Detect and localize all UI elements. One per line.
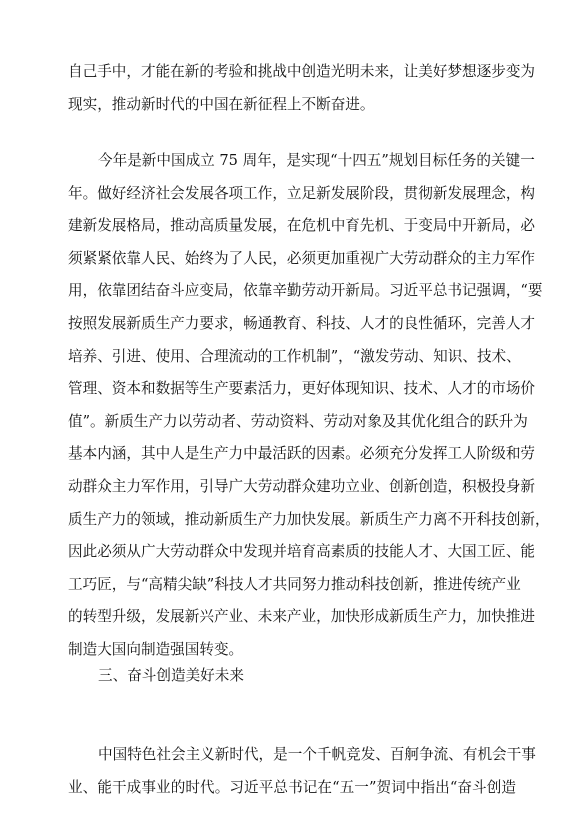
paragraph-line: 管理、资本和数据等生产要素活力，更好体现知识、技术、人才的市场价 — [68, 380, 536, 398]
paragraph-line: 须紧紧依靠人民、始终为了人民，必须更加重视广大劳动群众的主力军作 — [68, 249, 536, 267]
paragraph-line: 值”。新质生产力以劳动者、劳动资料、劳动对象及其优化组合的跃升为 — [68, 412, 528, 430]
paragraph-line: 培养、引进、使用、合理流动的工作机制”，“激发劳动、知识、技术、 — [68, 347, 521, 365]
paragraph-line: 的转型升级，发展新兴产业、未来产业，加快形成新质生产力，加快推进 — [68, 608, 536, 626]
paragraph-line: 工巧匠，与“高精尖缺”科技人才共同努力推动科技创新，推进传统产业 — [68, 575, 521, 593]
paragraph-line: 动群众主力军作用，引导广大劳动群众建功立业、创新创造，积极投身新 — [68, 477, 536, 495]
paragraph-line: 制造大国向制造强国转变。 — [68, 640, 244, 658]
paragraph-line: 用，依靠团结奋斗应变局，依靠辛勤劳动开新局。习近平总书记强调，“要 — [68, 282, 543, 300]
paragraph-line: 按照发展新质生产力要求，畅通教育、科技、人才的良性循环，完善人才 — [68, 314, 536, 332]
section-heading: 三、奋斗创造美好未来 — [98, 667, 244, 684]
paragraph-3 — [68, 739, 536, 804]
paragraph-line: 建新发展格局，推动高质量发展，在危机中育先机、于变局中开新局，必 — [68, 217, 536, 235]
paragraph-line: 自己手中，才能在新的考验和挑战中创造光明未来，让美好梦想逐步变为 — [68, 63, 536, 80]
paragraph-line: 因此必须从广大劳动群众中发现并培育高素质的技能人才、大国工匠、能 — [68, 543, 536, 561]
paragraph-line: 质生产力的领域，推动新质生产力加快发展。新质生产力离不开科技创新， — [68, 510, 550, 528]
paragraph-2 — [68, 145, 550, 667]
paragraph-line: 业、能干成事业的时代。习近平总书记在“五一”贺词中指出“奋斗创造 — [68, 778, 516, 796]
paragraph-line: 现实，推动新时代的中国在新征程上不断奋进。 — [68, 95, 375, 113]
paragraph-line: 年。做好经济社会发展各项工作，立足新发展阶段，贯彻新发展理念，构 — [68, 184, 536, 202]
paragraph-line: 今年是新中国成立 75 周年，是实现“十四五”规划目标任务的关键一 — [98, 152, 535, 169]
paragraph-line: 基本内涵，其中人是生产力中最活跃的因素。必须充分发挥工人阶级和劳 — [68, 445, 536, 463]
paragraph-1 — [68, 56, 536, 121]
paragraph-line: 中国特色社会主义新时代，是一个千帆竞发、百舸争流、有机会干事 — [98, 746, 536, 763]
